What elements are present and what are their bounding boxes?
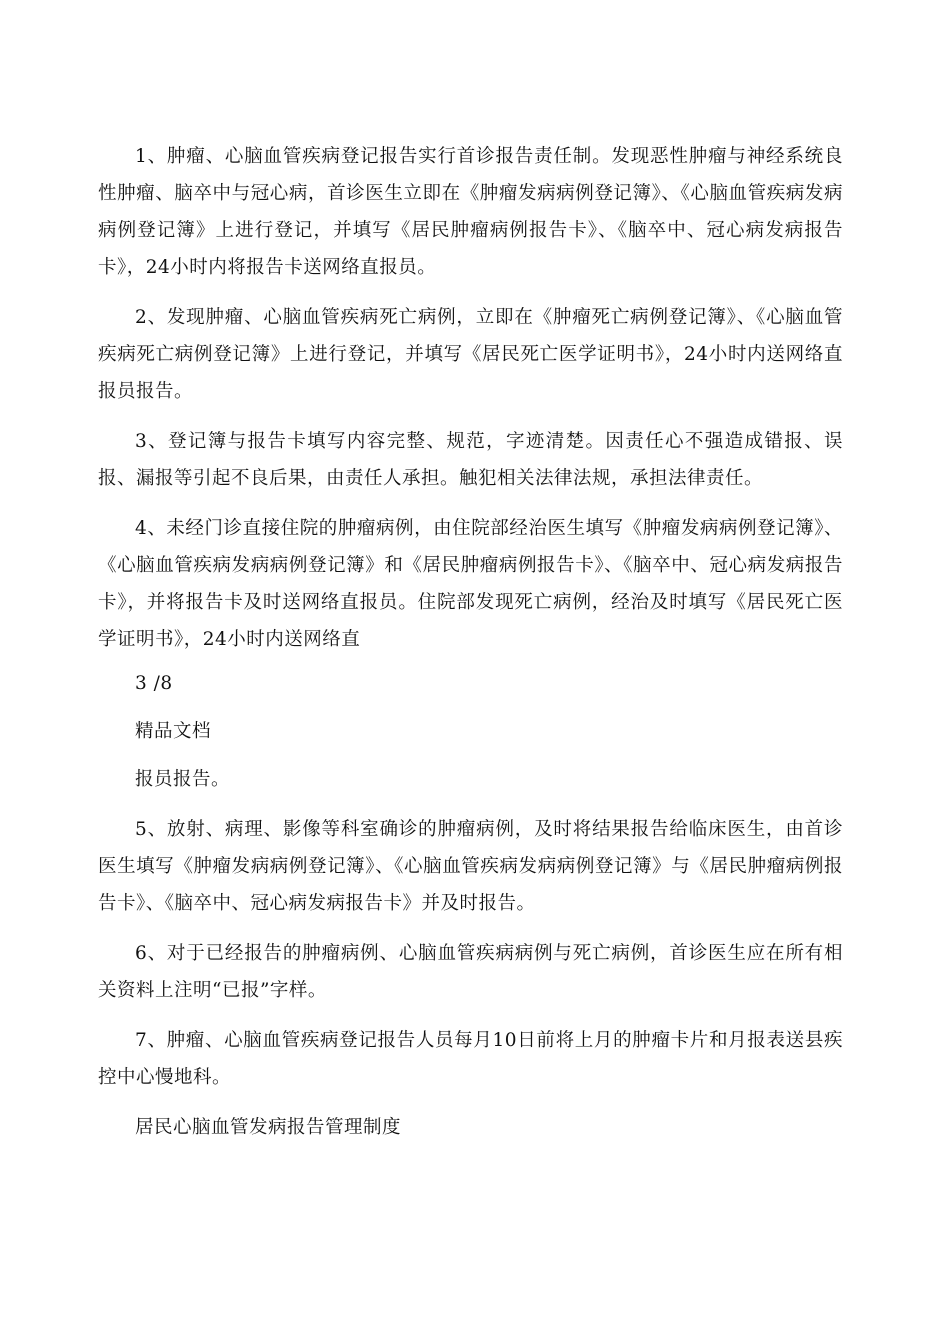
paragraph-6: 6、对于已经报告的肿瘤病例、心脑血管疾病病例与死亡病例，首诊医生应在所有相关资料上注明“已报”字样。 bbox=[98, 943, 843, 1001]
section-title: 居民心脑血管发病报告管理制度 bbox=[135, 1117, 402, 1138]
page-header-text: 精品文档 bbox=[135, 721, 212, 742]
paragraph-7: 7、肿瘤、心脑血管疾病登记报告人员每月10日前将上月的肿瘤卡片和月报表送县疾控中心慢地科。 bbox=[98, 1030, 843, 1088]
paragraph-5: 5、放射、病理、影像等科室确诊的肿瘤病例，及时将结果报告给临床医生，由首诊医生填写《肿瘤发病病例登记簿》、《心脑血管疾病发病病例登记簿》与《居民肿瘤病例报告卡》、《脑卒中、冠心病发病报告卡》并及时报告。 bbox=[98, 819, 843, 914]
paragraph-4-continued: 报员报告。 bbox=[135, 769, 231, 790]
paragraph-4: 4、未经门诊直接住院的肿瘤病例，由住院部经治医生填写《肿瘤发病病例登记簿》、《心脑血管疾病发病病例登记簿》和《居民肿瘤病例报告卡》、《脑卒中、冠心病发病报告卡》，并将报告卡及时送网络直报员。住院部发现死亡病例，经治及时填写《居民死亡医学证明书》，24小时内送网络直 bbox=[98, 518, 843, 650]
page-number: 3 /8 bbox=[135, 673, 173, 694]
document-body bbox=[98, 138, 843, 1146]
paragraph-3: 3、登记簿与报告卡填写内容完整、规范，字迹清楚。因责任心不强造成错报、误报、漏报等引起不良后果，由责任人承担。触犯相关法律法规，承担法律责任。 bbox=[98, 431, 843, 489]
paragraph-1: 1、肿瘤、心脑血管疾病登记报告实行首诊报告责任制。发现恶性肿瘤与神经系统良性肿瘤、脑卒中与冠心病，首诊医生立即在《肿瘤发病病例登记簿》、《心脑血管疾病发病病例登记簿》上进行登记，并填写《居民肿瘤病例报告卡》、《脑卒中、冠心病发病报告卡》，24小时内将报告卡送网络直报员。 bbox=[98, 146, 843, 278]
paragraph-2: 2、发现肿瘤、心脑血管疾病死亡病例，立即在《肿瘤死亡病例登记簿》、《心脑血管疾病死亡病例登记簿》上进行登记，并填写《居民死亡医学证明书》，24小时内送网络直报员报告。 bbox=[98, 307, 843, 402]
